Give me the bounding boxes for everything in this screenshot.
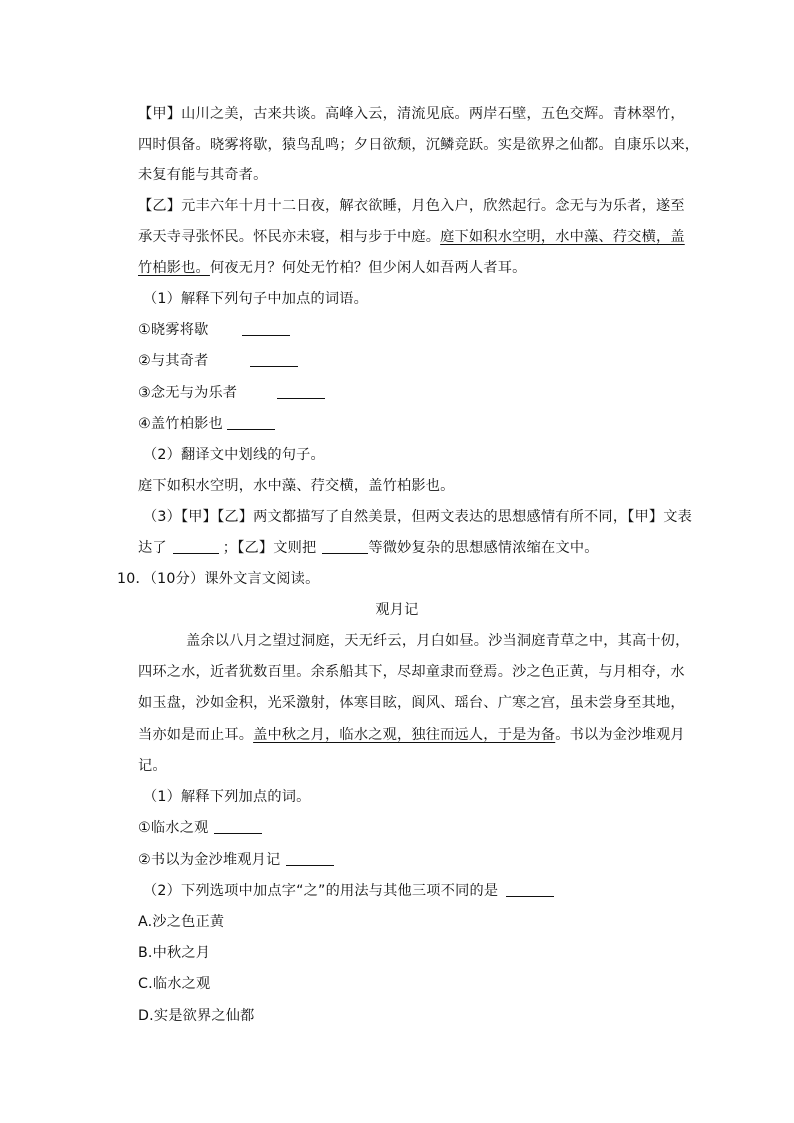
item-text: ①临水之观	[138, 820, 209, 836]
question-3-line-1: （3）【甲】【乙】两文都描写了自然美景，但两文表达的思想感情有所不同，【甲】文表	[143, 509, 693, 525]
answer-blank[interactable]	[277, 397, 325, 399]
sub-question-1-title: （1）解释下列加点的词。	[143, 789, 311, 805]
answer-blank[interactable]	[242, 334, 290, 336]
question-1-title: （1）解释下列句子中加点的词语。	[143, 291, 369, 307]
question-2-title: （2）翻译文中划线的句子。	[143, 447, 325, 463]
answer-blank[interactable]	[214, 832, 262, 834]
answer-blank[interactable]	[250, 365, 298, 367]
question-3-line-2	[138, 537, 678, 559]
passage-text: 。书以为金沙堆观月	[555, 727, 685, 743]
underlined-sentence: 盖中秋之月，临水之观，独往而远人，于是为备	[253, 727, 556, 743]
item-text: ①晓雾将歇	[138, 322, 209, 338]
q3-text: 达了	[138, 540, 167, 556]
passage-line-3: 如玉盘，沙如金积，光采激射，体寒目眩，阆风、瑶台、广寒之宫，虽未尝身至其地，	[138, 695, 685, 711]
answer-blank[interactable]	[227, 428, 275, 430]
passage-yi-line-2	[138, 226, 685, 248]
passage-line-5: 记。	[138, 758, 167, 774]
answer-blank[interactable]	[286, 864, 334, 866]
answer-blank[interactable]	[506, 895, 554, 897]
q3-text: ；【乙】文则把	[222, 540, 317, 556]
question-1-item-4	[138, 413, 678, 435]
answer-blank[interactable]	[173, 552, 219, 554]
passage-jia-line-3: 未复有能与其奇者。	[138, 167, 268, 183]
option-b[interactable]: B.中秋之月	[138, 945, 211, 961]
item-text: ②书以为金沙堆观月记	[138, 852, 281, 868]
passage-jia-line-1: 【甲】山川之美，古来共谈。高峰入云，清流见底。两岸石壁，五色交辉。青林翠竹，	[138, 106, 685, 122]
passage-yi-text: 承天寺寻张怀民。怀民亦未寝，相与步于中庭。	[138, 229, 441, 245]
question-1-item-3	[138, 382, 678, 404]
option-c[interactable]: C.临水之观	[138, 976, 211, 992]
passage-yi-line-3	[138, 257, 678, 279]
sub-question-1-item-2	[138, 849, 678, 871]
question-1-item-1	[138, 319, 678, 341]
item-text: ②与其奇者	[138, 353, 209, 369]
answer-blank[interactable]	[322, 552, 368, 554]
passage-line-2: 四环之水，近者犹数百里。余系船其下，尽却童隶而登焉。沙之色正黄，与月相夺，水	[138, 664, 685, 680]
sub-question-2-title	[143, 880, 683, 902]
passage-yi-text: 何夜无月？何处无竹柏？但少闲人如吾两人者耳。	[209, 260, 527, 276]
passage-yi-line-1: 【乙】元丰六年十月十二日夜，解衣欲睡，月色入户，欣然起行。念无与为乐者，遂至	[138, 198, 685, 214]
option-a[interactable]: A.沙之色正黄	[138, 914, 225, 930]
question-10-header: 10．（10分）课外文言文阅读。	[117, 571, 320, 587]
item-text: ④盖竹柏影也	[138, 416, 223, 432]
passage-line-1: 盖余以八月之望过洞庭，天无纤云，月白如昼。沙当洞庭青草之中，其高十仞，	[186, 633, 690, 649]
option-d[interactable]: D.实是欲界之仙都	[138, 1008, 255, 1024]
underlined-sentence-part-2: 竹柏影也。	[138, 260, 210, 276]
sub-question-1-item-1	[138, 817, 678, 839]
item-text: （2）下列选项中加点字“之”的用法与其他三项不同的是	[143, 883, 499, 899]
underlined-sentence-part-1: 庭下如积水空明，水中藻、荇交横，盖	[440, 229, 685, 245]
passage-title: 观月记	[375, 602, 419, 618]
question-1-item-2	[138, 350, 678, 372]
item-text: ③念无与为乐者	[138, 385, 238, 401]
question-2-sentence: 庭下如积水空明，水中藻、荇交横，盖竹柏影也。	[138, 478, 455, 494]
q3-text: 等微妙复杂的思想感情浓缩在文中。	[368, 540, 599, 556]
passage-text: 当亦如是而止耳。	[138, 727, 254, 743]
passage-jia-line-2: 四时俱备。晓雾将歇，猿鸟乱鸣；夕日欲颓，沉鳞竞跃。实是欲界之仙都。自康乐以来，	[138, 137, 700, 153]
passage-line-4	[138, 724, 685, 746]
